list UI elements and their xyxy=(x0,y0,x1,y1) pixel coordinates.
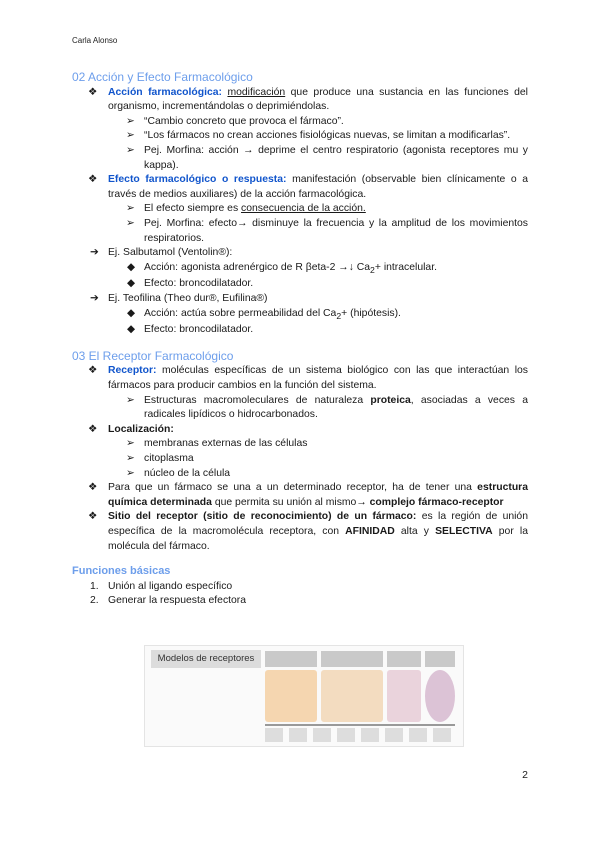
detail-text: + intracelular. xyxy=(374,261,437,273)
figure-column-header xyxy=(387,651,421,667)
example-detail xyxy=(127,261,528,278)
example-teofilina xyxy=(90,292,528,307)
sub-item-text: Estructuras macromoleculares de naturaleza xyxy=(144,394,364,406)
section-heading-receptor: 03 El Receptor Farmacológico xyxy=(72,348,234,363)
example-title: Ej. Teofilina (Theo dur®, Eufilina®) xyxy=(108,292,268,304)
sub-item xyxy=(126,437,528,452)
bold-text: estructura química determinada xyxy=(108,482,528,508)
sub-item-text: membranas externas de las células xyxy=(144,438,308,450)
efecto-definition: manifestación (observable bien clínicamente o a través de medios auxiliares) de la acción farmacológica. xyxy=(108,174,528,200)
figure-panel xyxy=(265,670,317,722)
paragraph-text: es la región de unión específica de la macromolécula receptora, con xyxy=(108,511,528,537)
term-localizacion: Localización: xyxy=(108,423,174,435)
paragraph-text: alta y xyxy=(400,525,429,537)
diamond-bullet-icon: ❖ xyxy=(88,423,98,435)
accion-definition: que produce una sustancia en las funciones del organismo, incrementándolas o deprimiéndolas. xyxy=(108,86,528,113)
detail-text: + (hipótesis). xyxy=(341,307,401,319)
diamond-bullet-icon: ❖ xyxy=(88,482,98,494)
example-title: Ej. Salbutamol (Ventolin®): xyxy=(108,247,233,259)
sub-item-text: “Los fármacos no crean acciones fisiológicas nuevas, se limitan a modificarlas”. xyxy=(144,130,511,142)
term-receptor: Receptor: xyxy=(108,365,157,377)
bullet-efecto-farmacologico xyxy=(88,173,528,202)
detail-text: Acción: agonista adrenérgico de R βeta-2 →↓ Ca xyxy=(144,261,371,273)
example-detail xyxy=(127,277,528,292)
arrowhead-bullet-icon: ➢ xyxy=(126,394,135,406)
author-name: Carla Alonso xyxy=(72,36,118,45)
sub-item-text: , asociadas a veces a radicales lipídicos o hidrocarbonados. xyxy=(144,394,528,421)
example-salbutamol xyxy=(90,246,528,261)
paragraph-text: que permita su unión al mismo→ xyxy=(214,496,367,508)
arrow-bullet-icon: ➔ xyxy=(90,247,99,259)
solid-diamond-icon: ◆ xyxy=(127,324,135,336)
subscript: 2 xyxy=(370,264,375,275)
sub-item-text: Pej. Morfina: acción → deprime el centro respiratorio (agonista receptores mu y kappa). xyxy=(144,144,528,171)
arrowhead-bullet-icon: ➢ xyxy=(126,130,135,142)
numbered-item xyxy=(90,594,528,609)
page-number: 2 xyxy=(522,769,528,781)
figure-divider xyxy=(265,724,455,726)
funciones-heading: Funciones básicas xyxy=(72,565,171,578)
bullet-receptor xyxy=(88,364,528,393)
numbered-item xyxy=(90,580,528,595)
sub-item-text: El efecto siempre es xyxy=(144,203,239,215)
solid-diamond-icon: ◆ xyxy=(127,278,135,290)
bold-text: SELECTIVA xyxy=(435,525,493,537)
sub-item-text: citoplasma xyxy=(144,453,194,464)
bullet-union xyxy=(88,481,528,510)
sub-item xyxy=(126,144,528,173)
sub-item xyxy=(126,202,528,217)
detail-text: Efecto: broncodilatador. xyxy=(144,324,254,336)
diamond-bullet-icon: ❖ xyxy=(88,365,98,377)
example-detail xyxy=(127,323,528,338)
sub-item-text: núcleo de la célula xyxy=(144,467,231,479)
arrowhead-bullet-icon: ➢ xyxy=(126,217,135,229)
underlined-modificacion: modificación xyxy=(227,86,286,98)
paragraph-text: por la molécula del fármaco. xyxy=(108,525,529,552)
bullet-sitio-receptor xyxy=(88,510,529,554)
item-number: 2. xyxy=(90,595,99,607)
figure-title: Modelos de receptores xyxy=(151,650,261,668)
term-accion: Acción farmacológica: xyxy=(108,86,222,98)
term-efecto: Efecto farmacológico o respuesta: xyxy=(108,174,287,186)
example-detail xyxy=(127,307,528,324)
arrowhead-bullet-icon: ➢ xyxy=(126,115,135,127)
sub-item-text: “Cambio concreto que provoca el fármaco”. xyxy=(144,115,344,127)
page-content xyxy=(72,70,528,609)
figure-caption-block xyxy=(265,728,455,742)
bold-text: AFINIDAD xyxy=(345,525,395,537)
sub-item-text: Pej. Morfina: efecto→ disminuye la frecuencia y la amplitud de los movimientos respiratorios. xyxy=(144,217,528,244)
solid-diamond-icon: ◆ xyxy=(127,261,135,273)
arrow-bullet-icon: ➔ xyxy=(90,292,99,304)
receptor-definition: moléculas específicas de un sistema biológico con las que interactúan los fármacos para producir cambios en la función del sistema. xyxy=(108,365,528,392)
section-heading-accion: 02 Acción y Efecto Farmacológico xyxy=(72,70,253,84)
term-sitio: Sitio del receptor (sitio de reconocimiento) de un fármaco: xyxy=(108,511,417,523)
item-number: 1. xyxy=(90,580,99,592)
bullet-accion-farmacologica xyxy=(88,86,528,115)
figure-panel xyxy=(425,670,455,722)
figure-panel xyxy=(321,670,383,722)
numbered-item-text: Generar la respuesta efectora xyxy=(108,595,247,607)
numbered-item-text: Unión al ligando específico xyxy=(108,580,233,592)
underlined-consecuencia: consecuencia de la acción. xyxy=(241,203,366,215)
receptor-models-figure xyxy=(144,645,464,747)
bold-text: complejo fármaco-receptor xyxy=(369,496,504,508)
sub-item xyxy=(126,452,528,467)
detail-text: Efecto: broncodilatador. xyxy=(144,278,254,290)
sub-item xyxy=(126,129,528,144)
sub-item xyxy=(126,467,528,482)
figure-column-header xyxy=(265,651,317,667)
solid-diamond-icon: ◆ xyxy=(127,307,135,319)
diamond-bullet-icon: ❖ xyxy=(88,174,98,186)
arrowhead-bullet-icon: ➢ xyxy=(126,467,135,479)
sub-item xyxy=(126,115,528,130)
figure-panel xyxy=(387,670,421,722)
detail-text: Acción: actúa sobre permeabilidad del Ca xyxy=(144,307,337,319)
figure-column-header xyxy=(321,651,383,667)
subscript: 2 xyxy=(336,310,342,321)
bold-proteica: proteica xyxy=(370,394,411,406)
bullet-localizacion xyxy=(88,423,528,438)
diamond-bullet-icon: ❖ xyxy=(88,511,98,523)
sub-item xyxy=(126,217,528,246)
diamond-bullet-icon: ❖ xyxy=(88,86,98,98)
arrowhead-bullet-icon: ➢ xyxy=(126,144,135,156)
arrowhead-bullet-icon: ➢ xyxy=(126,438,135,450)
figure-column-header xyxy=(425,651,455,667)
paragraph-text: Para que un fármaco se una a un determinado receptor, ha de tener una xyxy=(108,482,472,494)
arrowhead-bullet-icon: ➢ xyxy=(126,453,135,464)
sub-item xyxy=(126,394,528,423)
arrowhead-bullet-icon: ➢ xyxy=(126,203,135,215)
